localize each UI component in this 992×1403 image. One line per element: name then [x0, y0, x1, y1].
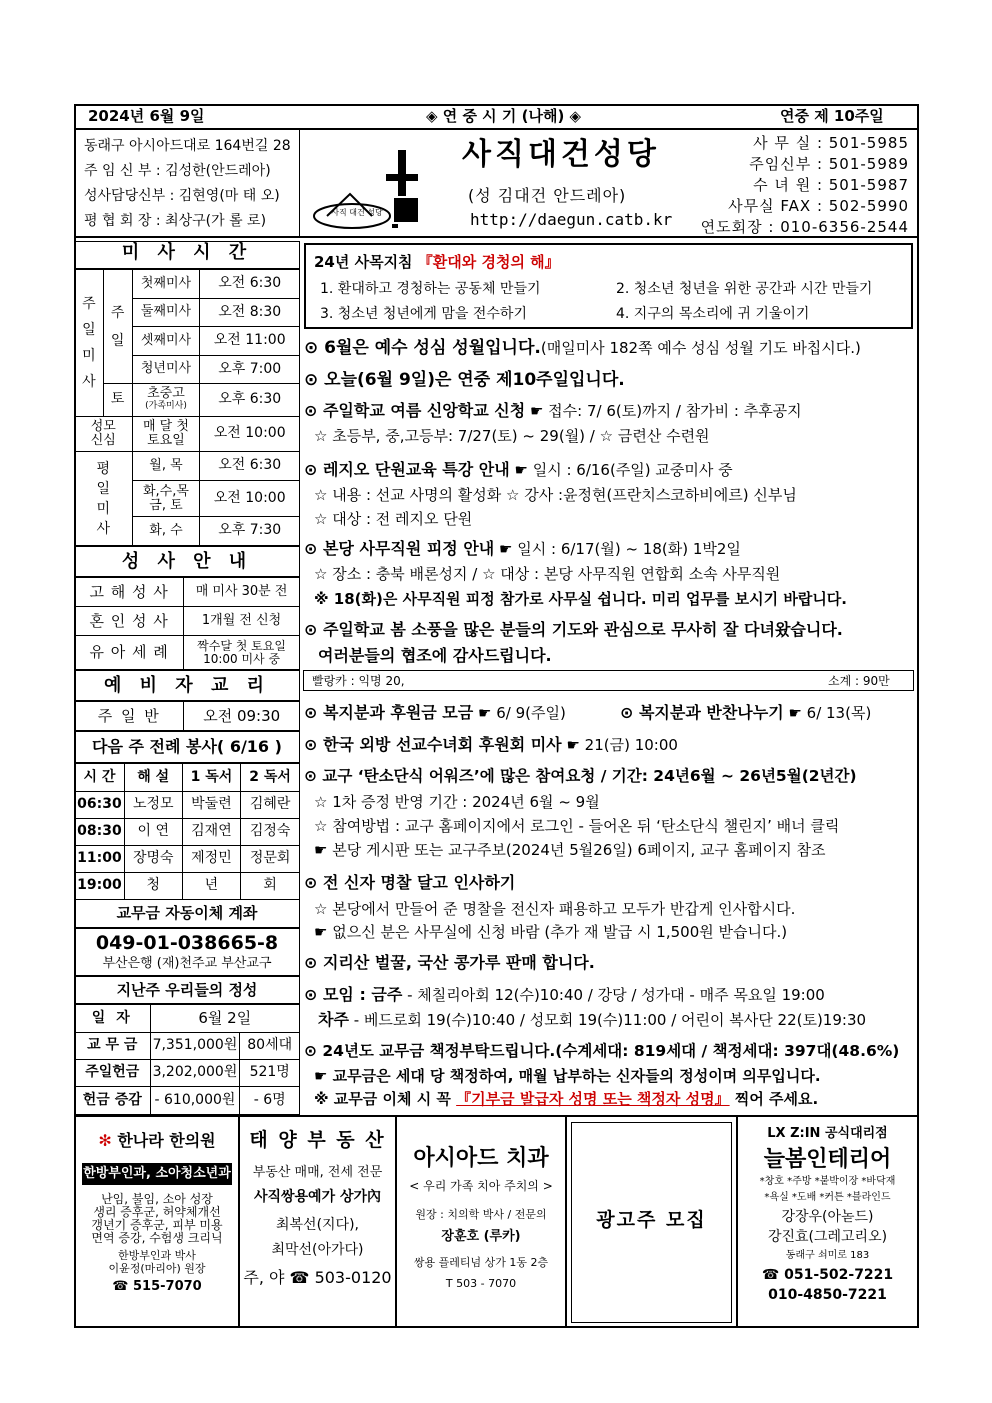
notice-sacred-heart: ⊙ 6월은 예수 성심 성월입니다.(매일미사 182쪽 예수 성심 성월 기도 바칩시다.) [304, 338, 861, 358]
notice-retreat-detail: ☆ 장소 : 충북 배론성지 / ☆ 대상 : 본당 사무직원 연합회 소속 사무직원 [314, 565, 781, 583]
pastor: 주 임 신 부 : 김성한(안드레아) [84, 163, 271, 179]
service-cell: 회 [241, 873, 300, 900]
offering-header: 6월 2일 [150, 1005, 299, 1033]
offering-label: 헌금 증감 [75, 1087, 151, 1115]
header-bar [74, 104, 919, 130]
convent-phone: 수 녀 원 : 501-5987 [753, 176, 909, 194]
service-header: 해 설 [124, 764, 182, 792]
notice-nametag-apply: ☛ 없으신 분은 사무실에 신청 바람 (추가 재 발급 시 1,500원 받습니다.) [314, 923, 788, 941]
estate-line: 사직쌍용예가 상가內 [253, 1189, 382, 1205]
account-bank: 부산은행 (재)천주교 부산교구 [102, 955, 272, 971]
notice-tithe-transfer: ※ 교무금 이체 시 꼭 『기부금 발급자 성명 또는 책정자 성명』 찍어 주세요. [314, 1090, 819, 1108]
sacrament-value: 짝수달 첫 토요일 10:00 미사 중 [184, 636, 300, 670]
mass-times-table [74, 269, 300, 546]
notice-today: ⊙ 오늘(6월 9일)은 연중 제10주일입니다. [304, 370, 625, 390]
guideline-item: 3. 청소년 청년에게 맘을 전수하기 [320, 306, 527, 322]
service-cell: 이 연 [124, 819, 182, 846]
notice-legio-target: ☆ 대상 : 전 레지오 단원 [314, 510, 473, 528]
estate-line: 최막선(아가다) [271, 1242, 364, 1258]
notice-picnic: ⊙ 주일학교 봄 소풍을 많은 분들의 기도와 관심으로 무사히 잘 다녀왔습니다. [304, 620, 843, 639]
offering-amount: - 610,000원 [150, 1087, 240, 1115]
service-title: 다음 주 전례 봉사( 6/16 ) [74, 731, 300, 763]
bulletin-date: 2024년 6월 9일 [88, 107, 205, 125]
sat-mass-time: 오후 6:30 [200, 384, 300, 417]
weekday-days: 월, 목 [132, 452, 200, 481]
weekday-time: 오전 6:30 [200, 452, 300, 481]
interior-line: *창호 *주방 *붙박이장 *바닥재 [759, 1175, 896, 1187]
notice-carbon-method: ☆ 참여방법 : 교구 홈페이지에서 로그인 - 들어온 뒤 ‘탄소단식 챌린지’ 배너 클릭 [314, 817, 840, 835]
offering-title: 지난주 우리들의 정성 [74, 976, 300, 1004]
weekday-mass-label: 평일미사 [75, 452, 133, 546]
catechumen-table [74, 701, 300, 731]
account-number: 049-01-038665-8 [95, 932, 279, 954]
notice-summer-camp-detail: ☆ 초등부, 중,고등부: 7/27(토) ~ 29(월) / ☆ 금련산 수련원 [314, 427, 710, 445]
ad-dental[interactable] [397, 1117, 567, 1327]
service-cell: 김재연 [182, 819, 241, 846]
parish-info [74, 130, 300, 238]
parish-title-block [300, 130, 695, 238]
guideline-item: 4. 지구의 목소리에 귀 기울이기 [616, 306, 810, 322]
notice-mission-mass: ⊙ 한국 외방 선교수녀회 후원회 미사 ☛ 21(금) 10:00 [304, 735, 678, 754]
service-time: 06:30 [75, 792, 125, 819]
catechumen-class: 주 일 반 [75, 702, 184, 731]
sacrament-table [74, 577, 300, 670]
liturgical-week: 연중 제 10주일 [780, 107, 884, 125]
pastor-phone: 주임신부 : 501-5989 [749, 155, 909, 173]
sacrament-value: 1개월 전 신청 [184, 607, 300, 636]
service-cell: 노정모 [124, 792, 182, 819]
interior-name: 늘봄인테리어 [763, 1147, 892, 1173]
offering-label: 교 무 금 [75, 1033, 151, 1060]
catechumen-time: 오전 09:30 [184, 702, 300, 731]
mass-time: 오후 7:00 [200, 356, 300, 384]
notice-carbon: ⊙ 교구 ‘탄소단식 어워즈’에 많은 참여요청 / 기간: 24년6월 ~ 26년5월(2년간) [304, 767, 857, 785]
sacrament-priest: 성사담당신부 : 김현영(마 태 오) [84, 188, 280, 204]
clinic-phone: ☎ 515-7070 [112, 1279, 202, 1295]
offering-amount: 7,351,000원 [150, 1033, 240, 1060]
service-time: 19:00 [75, 873, 125, 900]
estate-line: 최복선(지다), [276, 1216, 359, 1233]
dental-phone: T 503 - 7070 [445, 1277, 517, 1291]
parish-patron: (성 김대건 안드레아) [468, 186, 627, 205]
guideline-title: 24년 사목지침 『환대와 경청의 해』 [314, 253, 560, 271]
sacrament-name: 혼 인 성 사 [75, 607, 184, 636]
sat-mass-name: 초중고 (가족미사) [132, 384, 200, 417]
estate-name: 태 양 부 동 산 [249, 1129, 386, 1151]
dental-name: 아시아드 치과 [413, 1146, 549, 1171]
parish-url-link[interactable]: http://daegun.catb.kr [470, 210, 673, 229]
interior-line: *욕실 *도배 *커튼 *블라인드 [764, 1192, 891, 1204]
donation-total: 소계 : 90만 [828, 674, 890, 688]
parish-name: 사직대건성당 [462, 137, 660, 172]
interior-top: LX Z:IN 공식대리점 [767, 1126, 888, 1141]
service-cell: 김혜란 [241, 792, 300, 819]
notice-legio-detail: ☆ 내용 : 선교 사명의 활성화 ☆ 강사 :윤정현(프란치스코하비에르) 신부님 [314, 486, 797, 504]
service-cell: 년 [182, 873, 241, 900]
account-title: 교무금 자동이체 계좌 [74, 899, 300, 928]
mass-name: 청년미사 [132, 356, 200, 384]
ad-recruit[interactable] [571, 1122, 732, 1323]
interior-phone: ☎ 051-502-7221 [761, 1267, 894, 1284]
ad-oriental-clinic[interactable] [76, 1117, 240, 1327]
service-header: 2 독서 [241, 764, 300, 792]
mass-name: 둘째미사 [132, 299, 200, 327]
notice-retreat-office: ※ 18(화)은 사무직원 피정 참가로 사무실 쉽니다. 미리 업무를 보시기 바랍니다. [314, 590, 847, 608]
service-header: 1 독서 [182, 764, 241, 792]
guideline-item: 1. 환대하고 경청하는 공동체 만들기 [320, 281, 541, 297]
holy-hour-time: 오전 10:00 [200, 417, 300, 452]
account-box [74, 928, 300, 976]
notice-carbon-period: ☆ 1차 증정 반영 기간 : 2024년 6월 ~ 9월 [314, 793, 600, 811]
clinic-name: ✻ 한나라 한의원 [98, 1131, 216, 1150]
flower-icon: ✻ [98, 1131, 112, 1150]
clinic-doctor: 한방부인과 박사 이윤정(마리아) 원장 [108, 1249, 206, 1276]
notice-legio: ⊙ 레지오 단원교육 특강 안내 ☛ 일시 : 6/16(주일) 교중미사 중 [304, 460, 733, 479]
interior-person: 강진효(그레고리오) [767, 1229, 888, 1246]
ad-interior[interactable] [736, 1117, 917, 1327]
sacrament-value: 매 미사 30분 전 [184, 578, 300, 607]
estate-phone: 주, 야 ☎ 503-0120 [243, 1267, 392, 1287]
funeral-phone: 연도회장 : 010-6356-2544 [700, 218, 909, 236]
service-cell: 박둘련 [182, 792, 241, 819]
service-cell: 제정민 [182, 846, 241, 873]
contact-list [695, 130, 919, 238]
sun-label: 주일 [103, 270, 132, 384]
mass-time: 오전 11:00 [200, 327, 300, 356]
offering-table [74, 1004, 300, 1115]
donation-text: 빨랑카 : 익명 20, [312, 674, 405, 688]
notice-nametag: ⊙ 전 신자 명찰 달고 인사하기 [304, 873, 516, 892]
clinic-dept: 한방부인과, 소아청소년과 [82, 1163, 232, 1185]
mass-name: 셋째미사 [132, 327, 200, 356]
catechumen-title: 예 비 자 교 리 [74, 670, 300, 701]
estate-line: 부동산 매매, 전세 전문 [252, 1164, 383, 1180]
ad-real-estate[interactable] [240, 1117, 397, 1327]
holy-hour-label: 성모신심 [75, 417, 133, 452]
office-phone: 사 무 실 : 501-5985 [753, 134, 909, 152]
service-table [74, 763, 300, 900]
weekday-days: 화, 수 [132, 517, 200, 546]
mass-time: 오전 8:30 [200, 299, 300, 327]
sacrament-name: 유 아 세 례 [75, 636, 184, 670]
notice-tithe: ⊙ 24년도 교무금 책정부탁드립니다.(수계세대: 819세대 / 책정세대: 397대(48.6%) [304, 1042, 900, 1060]
interior-person: 강장우(아녿드) [781, 1208, 874, 1225]
notice-retreat: ⊙ 본당 사무직원 피정 안내 ☛ 일시 : 6/17(월) ~ 18(화) 1박2일 [304, 539, 741, 558]
offering-count: 80세대 [240, 1033, 300, 1060]
offering-header: 일 자 [75, 1005, 151, 1033]
mass-time: 오전 6:30 [200, 270, 300, 299]
notice-meeting-this-week: ⊙ 모임 : 금주 - 체칠리아회 12(수)10:40 / 강당 / 성가대 - 매주 목요일 19:00 [304, 985, 825, 1004]
notice-tithe-duty: ☛ 교무금은 세대 당 책정하여, 매월 납부하는 신자들의 정성이며 의무입니다. [314, 1067, 821, 1085]
mass-times-title: 미 사 시 간 [74, 241, 300, 269]
recruit-label: 광고주 모집 [596, 1209, 707, 1231]
logo-caption: 사직 대건 성당 [331, 208, 383, 217]
notice-nametag-detail: ☆ 본당에서 만들어 준 명찰을 전신자 패용하고 모두가 반갑게 인사합시다. [314, 900, 796, 918]
offering-count: - 6명 [240, 1087, 300, 1115]
service-cell: 장명숙 [124, 846, 182, 873]
notice-welfare-food: ⊙ 복지분과 반찬나누기 ☛ 6/ 13(목) [620, 703, 872, 722]
dental-line: 쌍용 플레티넘 상가 1동 2층 [413, 1255, 549, 1269]
pastoral-guideline-box [304, 243, 913, 329]
offering-amount: 3,202,000원 [150, 1060, 240, 1087]
notice-summer-camp: ⊙ 주일학교 여름 신앙학교 신청 ☛ 접수: 7/ 6(토)까지 / 참가비 : 추후공지 [304, 401, 802, 420]
notice-honey: ⊙ 지리산 벌꿀, 국산 콩가루 판매 합니다. [304, 953, 595, 972]
service-cell: 청 [124, 873, 182, 900]
weekday-days: 화,수,목 금, 토 [132, 481, 200, 517]
dental-slogan: < 우리 가족 치아 주치의 > [409, 1178, 553, 1193]
notice-meeting-next-week: 차주 - 베드로회 19(수)10:40 / 성모회 19(수)11:00 / 어린이 복사단 22(토)19:30 [318, 1010, 867, 1029]
service-cell: 정문회 [241, 846, 300, 873]
holy-hour-when: 매 달 첫 토요일 [132, 417, 200, 452]
service-time: 08:30 [75, 819, 125, 846]
notice-picnic-thanks: 여러분들의 협조에 감사드립니다. [318, 646, 552, 665]
donation-box [303, 670, 914, 691]
interior-mobile: 010-4850-7221 [768, 1286, 887, 1303]
guideline-item: 2. 청소년 청년을 위한 공간과 시간 만들기 [616, 281, 873, 297]
offering-label: 주일헌금 [75, 1060, 151, 1087]
weekday-time: 오전 10:00 [200, 481, 300, 517]
mass-name: 첫째미사 [132, 270, 200, 299]
interior-addr: 동래구 쇠미로 183 [785, 1249, 870, 1261]
weekday-time: 오후 7:30 [200, 517, 300, 546]
sacrament-title: 성 사 안 내 [74, 546, 300, 577]
council-president: 평 협 회 장 : 최상구(가 롤 로) [84, 213, 267, 229]
sacrament-name: 고 해 성 사 [75, 578, 184, 607]
sat-label: 토 [103, 384, 132, 417]
dental-line: 장훈호 (루카) [441, 1229, 521, 1245]
clinic-desc: 난임, 불임, 소아 성장 생리 증후군, 허약체개선 갱년기 증후군, 피부 미용 면역 증강, 수험생 크리닉 [91, 1192, 223, 1246]
service-header: 시 간 [75, 764, 125, 792]
service-cell: 김정숙 [241, 819, 300, 846]
dental-line: 원장 : 치의학 박사 / 전문의 [415, 1207, 547, 1221]
notice-carbon-ref: ☛ 본당 게시판 또는 교구주보(2024년 5월26일) 6페이지, 교구 홈페이지 참조 [314, 841, 826, 859]
address: 동래구 아시아드대로 164번길 28 [84, 138, 291, 154]
offering-count: 521명 [240, 1060, 300, 1087]
sunday-mass-label: 주일미사 [75, 270, 104, 417]
office-fax: 사무실 FAX : 502-5990 [728, 197, 909, 215]
service-time: 11:00 [75, 846, 125, 873]
liturgical-season: ◈ 연 중 시 기 (나해) ◈ [426, 107, 582, 125]
notice-welfare: ⊙ 복지분과 후원금 모금 ☛ 6/ 9(주일) [304, 703, 566, 722]
parish-url[interactable] [470, 210, 672, 230]
guideline-slogan: 『환대와 경청의 해』 [417, 253, 560, 271]
